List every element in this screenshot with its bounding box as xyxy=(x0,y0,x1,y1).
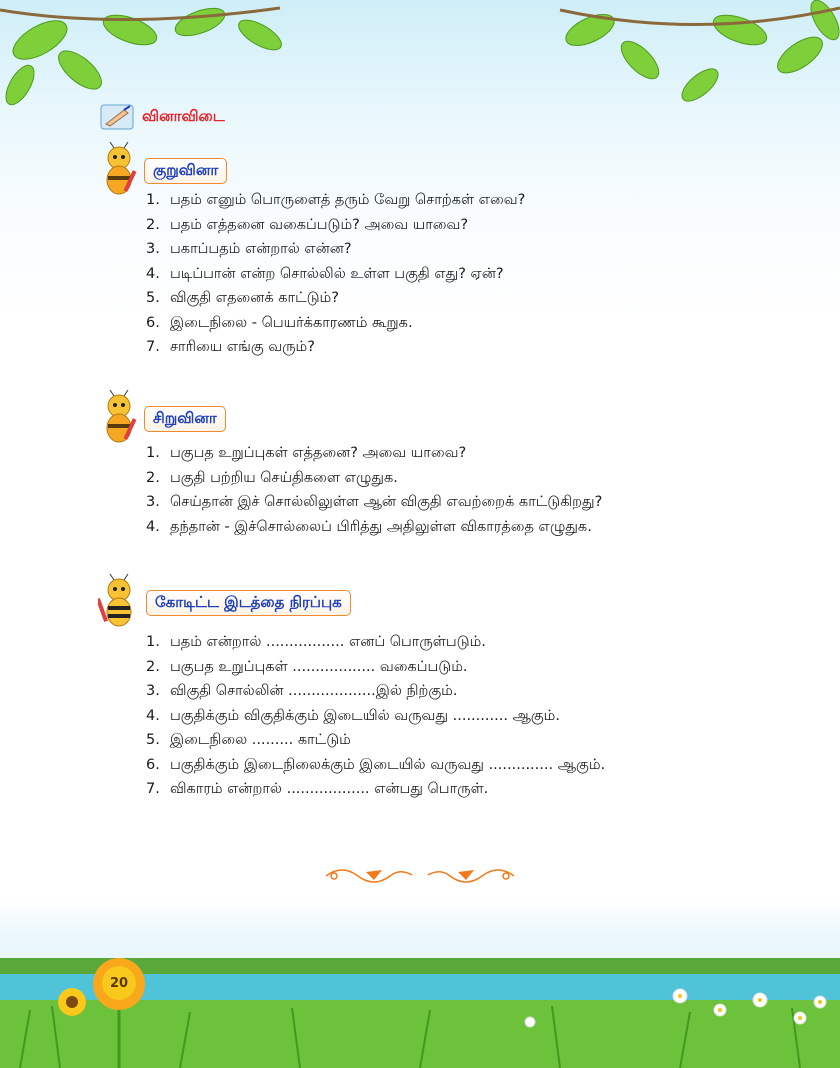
list-item: 1. பதம் எனும் பொருளைத் தரும் வேறு சொற்கள் எவை? xyxy=(146,192,526,208)
list-item: 7. சாரியை எங்கு வரும்? xyxy=(146,339,315,355)
list-item: 5. விகுதி எதனைக் காட்டும்? xyxy=(146,290,339,306)
list-item: 2. பகுதி பற்றிய செய்திகளை எழுதுக. xyxy=(146,469,398,486)
list-item: 1. பதம் என்றால் ................. எனப் பொருள்படும். xyxy=(146,634,486,650)
list-item: 2. பதம் எத்தனை வகைப்படும்? அவை யாவை? xyxy=(146,216,469,233)
section-head-fill-blanks xyxy=(98,572,351,634)
list-item: 1. பகுபத உறுப்புகள் எத்தனை? அவை யாவை? xyxy=(146,445,467,461)
question-list xyxy=(146,441,602,539)
list-item: 4. தந்தான் - இச்சொல்லைப் பிரித்து அதிலுள்ள விகாரத்தை எழுதுக. xyxy=(146,518,592,535)
list-item: 6. இடைநிலை - பெயர்க்காரணம் கூறுக. xyxy=(146,314,413,331)
bee-icon xyxy=(98,572,142,634)
leaves-decoration xyxy=(0,0,840,110)
list-item: 3. பகாப்பதம் என்றால் என்ன? xyxy=(146,241,352,257)
section-title: கோடிட்ட இடத்தை நிரப்புக xyxy=(146,590,351,616)
list-item: 3. செய்தான் இச் சொல்லிலுள்ள ஆன் விகுதி எவற்றைக் காட்டுகிறது? xyxy=(146,494,603,510)
list-item: 6. பகுதிக்கும் இடைநிலைக்கும் இடையில் வருவது .............. ஆகும். xyxy=(146,756,606,773)
page-number: 20 xyxy=(102,966,136,1000)
section-title: சிறுவினா xyxy=(144,406,226,432)
list-item: 7. விகாரம் என்றால் .................. என்பது பொருள். xyxy=(146,781,489,797)
question-list xyxy=(146,188,525,360)
bee-icon xyxy=(98,390,142,448)
section-header xyxy=(100,104,225,130)
list-item: 2. பகுபத உறுப்புகள் .................. வகைப்படும். xyxy=(146,658,468,675)
ornament-divider xyxy=(322,862,518,888)
list-item: 4. படிப்பான் என்ற சொல்லில் உள்ள பகுதி எது? ஏன்? xyxy=(146,265,504,282)
list-item: 4. பகுதிக்கும் விகுதிக்கும் இடையில் வருவது ............ ஆகும். xyxy=(146,707,560,724)
bee-icon xyxy=(98,142,142,200)
writing-hand-icon xyxy=(100,104,134,130)
grass-water-decoration xyxy=(0,940,840,1068)
list-item: 3. விகுதி சொல்லின் ...................இல் நிற்கும். xyxy=(146,683,458,699)
list-item: 5. இடைநிலை ......... காட்டும் xyxy=(146,732,351,748)
page-title: வினாவிடை xyxy=(142,107,225,125)
section-head-long-questions xyxy=(98,390,226,448)
section-title: குறுவினா xyxy=(144,158,227,184)
question-list xyxy=(146,630,605,802)
